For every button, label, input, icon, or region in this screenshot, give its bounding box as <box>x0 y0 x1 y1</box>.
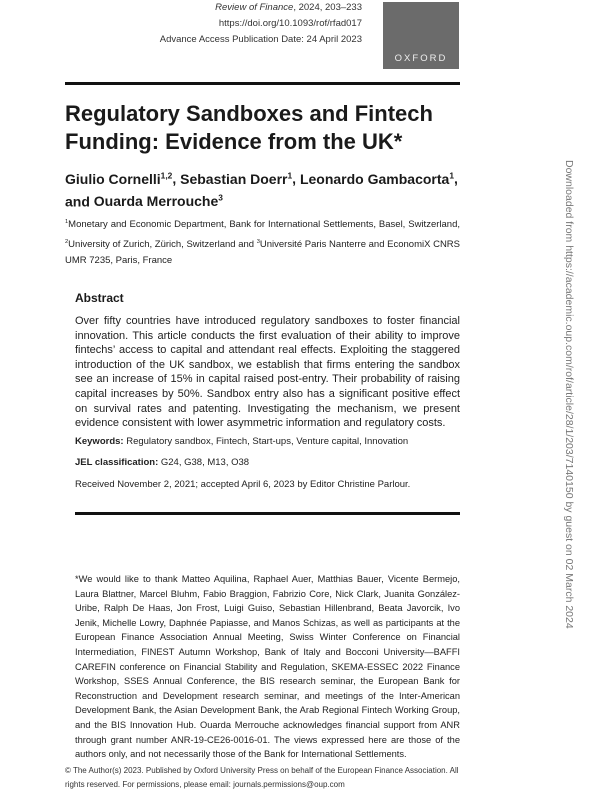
oxford-logo: OXFORD <box>383 2 459 69</box>
author: Ouarda Merrouche$^3$ <box>93 192 223 210</box>
jel-classification: JEL classification: G24, G38, M13, O38 <box>75 457 250 468</box>
acknowledgement-footnote: *We would like to thank Matteo Aquilina, Raphael Auer, Matthias Bauer, Vicente Bermejo, Laura Blattner, Marcel Bluhm, Fabio Braggion, Fabrizio Core, Nick Clark, Juanita González-Uribe, Ralph De Haas, Jon Frost, Luigi Guiso, Sebastian Hillenbrand, Beata Javorcik, Ivo Jenik, Michelle Lowry, Daphnée Papiasse, and Manos Schizas, as well as participants at the European Finance Association Annual Meeting, Swiss Winter Conference on Financial Intermediation, FINEST Autumn Workshop, Bank of Italy and Bocconi University—BAFFI CAREFIN conference on Financial Stability and Regulation, SKEMA-ESSEC 2022 Finance Workshop, SSES Annual Conference, the BIS research seminar, the European Bank for Reconstruction and Development research seminar, and meetings of the Inter-American Development Bank, the Asian Development Bank, the Arab Regional Fintech Working Group, and the BIS Innovation Hub. Ouarda Merrouche acknowledges financial support from ANR through grant number ANR-19-CE26-0016-01. The views expressed here are those of the authors only, and not necessarily those of the Bank for International Settlements. <box>75 574 460 760</box>
publication-date: Advance Access Publication Date: 24 April 2023 <box>159 34 362 45</box>
author: Giulio Cornelli$^{1,2}$ <box>65 170 173 187</box>
abstract-heading: Abstract <box>75 291 124 305</box>
received-date: Received November 2, 2021; accepted April 6, 2023 by Editor Christine Parlour. <box>75 479 411 490</box>
author-list: Giulio Cornelli$^{1,2}$, Sebastian Doerr$^1$, Leonardo Gambacorta$^1$, and Ouarda Merrouche$^3$ <box>65 170 458 210</box>
author: Leonardo Gambacorta$^1$ <box>299 170 454 187</box>
copyright-notice: © The Author(s) 2023. Published by Oxford University Press on behalf of the European Finance Association. All rights reserved. For permissions, please email: journals.permissions@oup.com <box>65 766 459 789</box>
journal-volume: , 2024, 203–233 <box>293 2 362 13</box>
keywords: Keywords: Regulatory sandbox, Fintech, Start-ups, Venture capital, Innovation <box>75 436 409 447</box>
journal-name: Review of Finance <box>215 2 294 13</box>
abstract-rule <box>75 512 460 515</box>
download-watermark: Downloaded from https://academic.oup.com/rof/article/28/1/203/7140150 by guest on 02 March 2024 <box>563 160 575 629</box>
journal-header <box>160 0 362 48</box>
top-rule <box>65 82 460 85</box>
doi-link[interactable]: https://doi.org/10.1093/rof/rfad017 <box>218 18 362 29</box>
paper-title: Regulatory Sandboxes and Fintech Funding: Evidence from the UK* <box>65 101 433 154</box>
author: Sebastian Doerr$^1$ <box>180 170 293 187</box>
abstract-text: Over fifty countries have introduced regulatory sandboxes to foster financial innovation. This article conducts the first evaluation of their ability to improve fintechs’ access to capital and attendant real effects. Exploiting the staggered introduction of the UK sandbox, we establish that firms entering the sandbox see an increase of 15% in capital raised post-entry. Their probability of raising capital increases by 50%. Sandbox entry also has a significant positive effect on survival rates and patenting. Investigating the mechanism, we present evidence consistent with lower asymmetric information and regulatory costs. <box>75 315 460 430</box>
affiliations: $^1$Monetary and Economic Department, Bank for International Settlements, Basel, Switzerland, $^2$University of Zurich, Zürich, Switzerland and $^3$Université Paris Nanterre and EconomiX CNRS UMR 7235, Paris, France <box>65 219 461 267</box>
